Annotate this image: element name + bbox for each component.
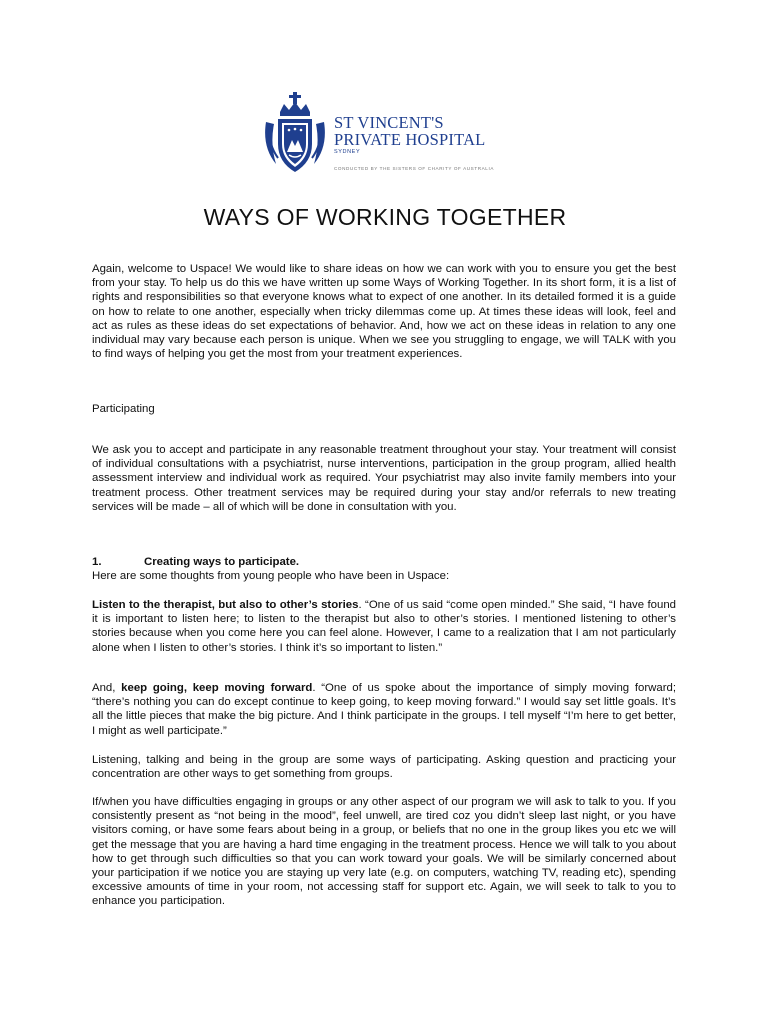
intro-block	[92, 262, 676, 361]
hospital-name	[334, 114, 485, 148]
participating-block	[92, 443, 676, 514]
quote-2-prefix: And,	[92, 682, 122, 694]
hospital-city: SYDNEY	[334, 149, 361, 155]
section-1-heading: Creating ways to participate.	[144, 556, 300, 568]
section-1	[92, 555, 676, 583]
section-1-heading-row	[92, 555, 676, 569]
quote-block-1	[92, 598, 676, 655]
conducted-by-text: CONDUCTED BY THE SISTERS OF CHARITY OF AUSTRALIA	[334, 166, 494, 171]
listening-block	[92, 753, 676, 781]
hospital-name-line1: ST VINCENT'S	[334, 113, 444, 132]
participating-heading: Participating	[92, 403, 155, 415]
section-1-number: 1.	[92, 556, 102, 568]
difficulties-block	[92, 795, 676, 909]
hospital-name-line2: PRIVATE HOSPITAL	[334, 130, 486, 149]
listening-paragraph: Listening, talking and being in the group are some ways of participating. Asking question and practicing your concentration are other ways to get something from groups.	[92, 754, 676, 781]
quote-1-bold: Listen to the therapist, but also to other’s stories	[92, 599, 359, 611]
quote-2-paragraph	[92, 681, 676, 738]
quote-2-bold: keep going, keep moving forward	[121, 682, 313, 694]
quote-2-text: . “One of us spoke about the importance of simply moving forward; “there’s nothing you can do except continue to keep going, to keep moving forward.” I would say set little goals. It’s all the little pieces that make the big picture. And I think participate in the groups. I tell myself “I’m here to get better, I might as well participate.”	[92, 682, 676, 737]
hospital-logo	[262, 92, 522, 178]
quote-block-2	[92, 681, 676, 738]
intro-paragraph: Again, welcome to Uspace! We would like to share ideas on how we can work with you to ensure you get the best from your stay. To help us do this we have written up some Ways of Working Together. In its short form, it is a list of rights and responsibilities so that everyone knows what to expect of one another. In its detailed formed it is a guide on how to relate to one another, especially when tricky dilemmas come up. At times these ideas will look, feel and act as rules as these ideas do set expectations of behavior. And, how we act on these ideas in relation to any one individual may vary because each person is unique. When we see you struggling to engage, we will TALK with you to find ways of helping you get the most from your treatment experiences.	[92, 263, 676, 361]
participating-paragraph: We ask you to accept and participate in any reasonable treatment throughout your stay. Your treatment will consist of individual consultations with a psychiatrist, nurse interventions, participation in the group program, allied health assessment interview and individual work as required. Your psychiatrist may also invite family members into your treatment process. Other treatment services may be required during your stay and/or referrals to new treating services will be made – all of which will be done in consultation with you.	[92, 444, 676, 513]
section-1-subtitle: Here are some thoughts from young people who have been in Uspace:	[92, 570, 450, 583]
difficulties-paragraph: If/when you have difficulties engaging in groups or any other aspect of our program we will ask to talk to you. If you consistently present as “not being in the mood”, feel unwell, are tired coz you didn’t sleep last night, or you have visitors coming, or have some fears about being in a group, or beliefs that no one in the group likes you etc we will get the message that you are having a hard time engaging in the treatment process. Hence we will talk to you about how to get through such difficulties so that you can work toward your goals. We will be similarly concerned about your participation if we notice you are staying up very late (e.g. on computers, watching TV, reading etc), spending excessive amounts of time in your room, not accessing staff for support etc. Again, we will seek to talk to you to enhance you participation.	[92, 796, 676, 908]
page-title: WAYS OF WORKING TOGETHER	[203, 204, 567, 230]
hospital-crest-icon	[262, 92, 328, 176]
quote-1-paragraph	[92, 598, 676, 655]
quote-1-text: . “One of us said “come open minded.” She said, “I have found it is important to listen here; to listen to the therapist but also to other’s stories. I mentioned listening to other’s stories because when you come here you can feel alone. However, I came to a realization that I am not particularly alone when I listen to other’s stories. I think it’s so important to listen.”	[92, 599, 676, 654]
